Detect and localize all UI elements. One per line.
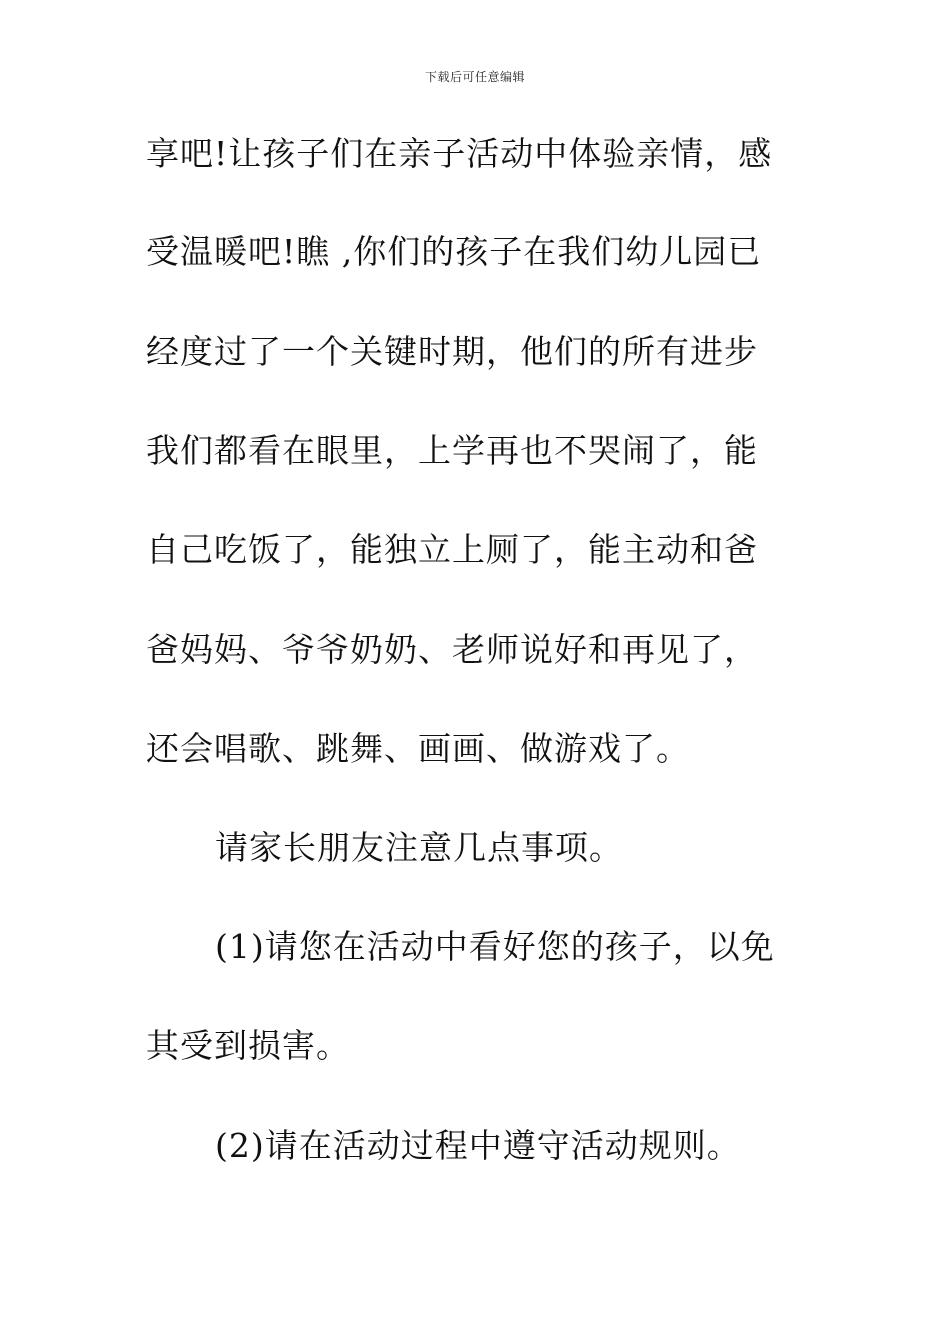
paragraph-line: 爸妈妈、爷爷奶奶、老师说好和再见了，: [146, 630, 758, 669]
paragraph-line: (1)请您在活动中看好您的孩子，以免: [215, 927, 775, 966]
paragraph-line: 其受到损害。: [146, 1026, 350, 1065]
paragraph-line: 享吧!让孩子们在亲子活动中体验亲情，感: [146, 134, 773, 173]
paragraph-line: 我们都看在眼里，上学再也不哭闹了，能: [146, 431, 758, 470]
paragraph-line: 请家长朋友注意几点事项。: [215, 828, 623, 867]
paragraph-line: 自己吃饭了，能独立上厕了，能主动和爸: [146, 530, 758, 569]
paragraph-line: 经度过了一个关键时期，他们的所有进步: [146, 332, 758, 371]
paragraph-line: (2)请在活动过程中遵守活动规则。: [215, 1126, 741, 1165]
paragraph-line: 受温暖吧!瞧 ,你们的孩子在我们幼儿园已: [146, 232, 762, 271]
header-note: 下载后可任意编辑: [424, 70, 525, 84]
paragraph-line: 还会唱歌、跳舞、画画、做游戏了。: [146, 729, 690, 768]
